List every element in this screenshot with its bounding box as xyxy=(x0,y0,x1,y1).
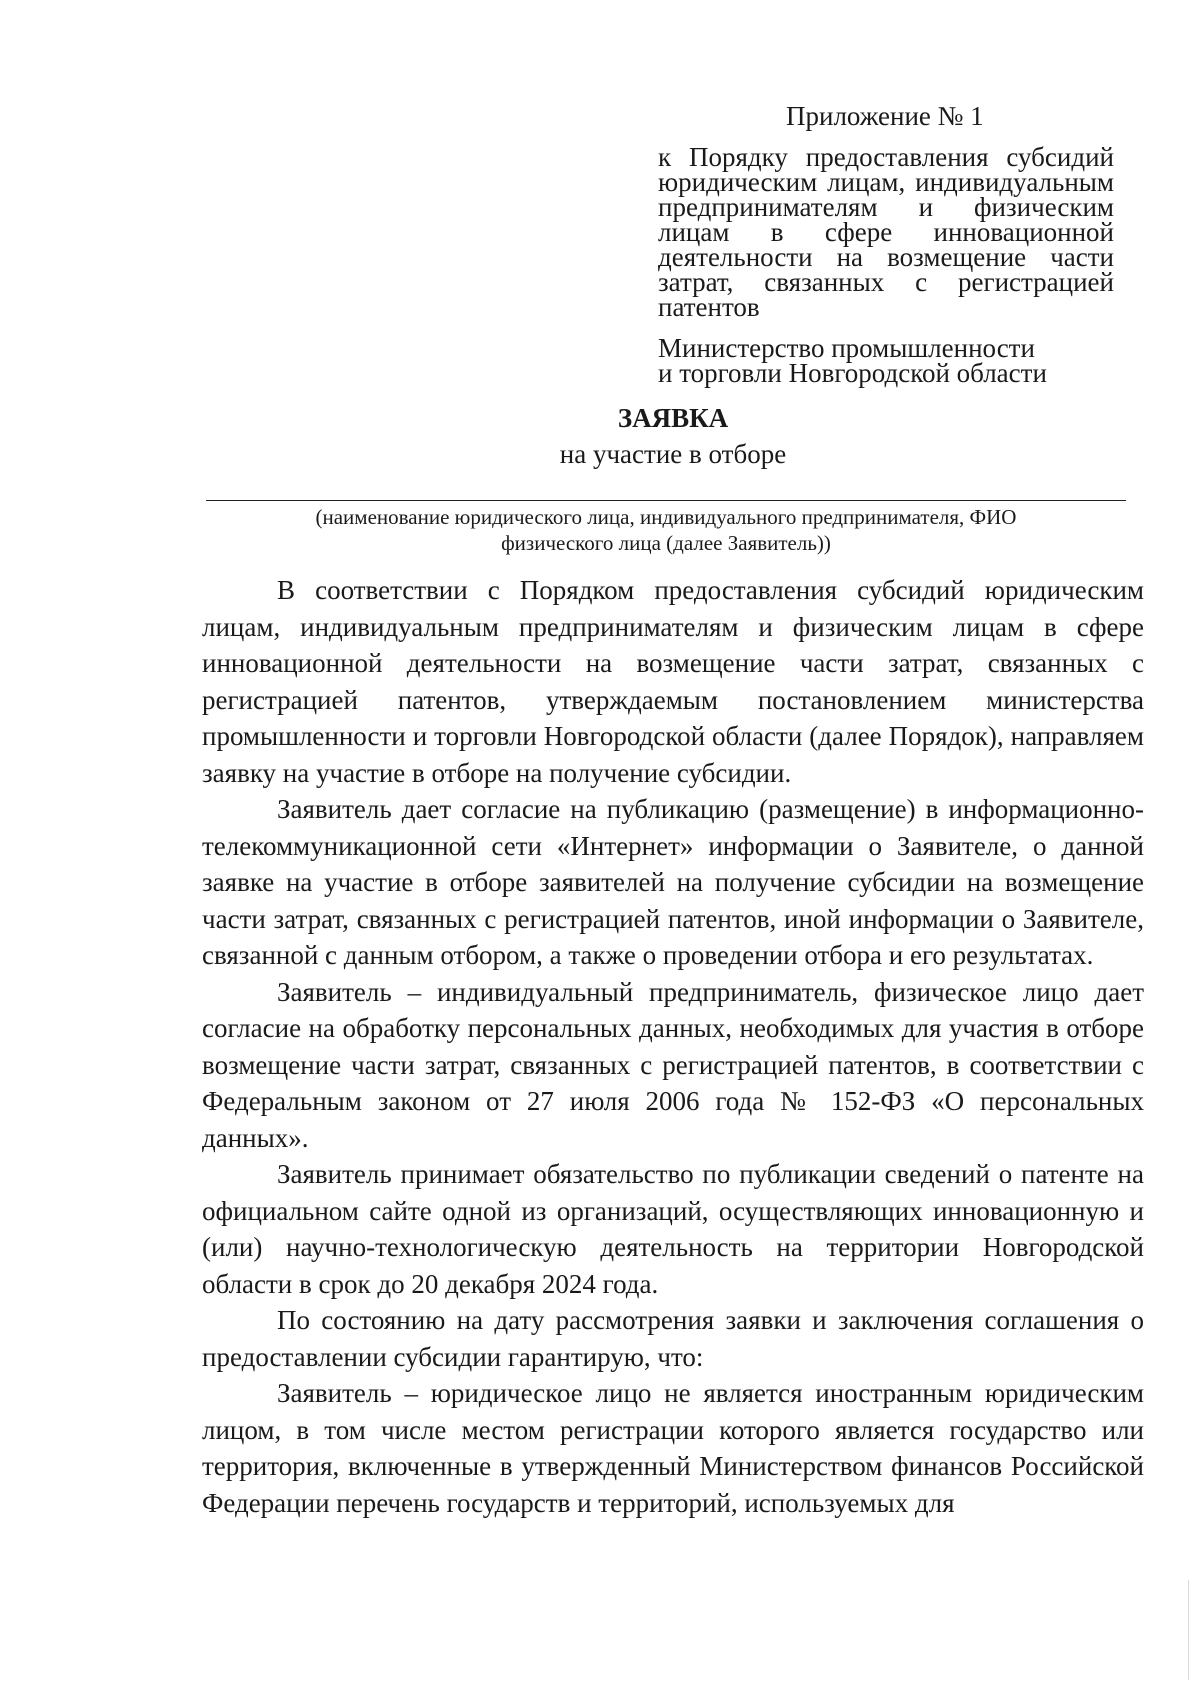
scan-edge-mark xyxy=(1188,1580,1189,1680)
document-subtitle: на участие в отборе xyxy=(559,439,787,469)
applicant-name-blank-line xyxy=(206,500,1126,501)
paragraph-personal-data-consent: Заявитель – индивидуальный предприниматель, физическое лицо дает согласие на обработку персональных данных, необходимых для участия в отборе возмещение части затрат, связанных с регистрацией патентов, в соответствии с Федеральным законом от 27 июля 2006 года № 152-ФЗ «О персональных данных». xyxy=(202,976,1144,1153)
appendix-title: Приложение № 1 xyxy=(786,101,984,131)
addressee-line-2: и торговли Новгородской области xyxy=(658,358,1047,388)
applicant-name-caption xyxy=(206,504,1126,556)
document-title: ЗАЯВКА xyxy=(617,403,729,433)
paragraph-foreign-entity-guarantee: Заявитель – юридическое лицо не является иностранным юридическим лицом, в том числе местом регистрации которого является государство или территория, включенные в утвержденный Министерством финансов Российской Федерации перечень государств и территорий, используемых для xyxy=(202,1378,1144,1518)
paragraph-guarantee-intro: По состоянию на дату рассмотрения заявки и заключения соглашения о предоставлении субсидии гарантирую, что: xyxy=(202,1305,1144,1372)
addressee-line-1: Министерство промышленности xyxy=(658,333,1035,363)
application-body xyxy=(202,572,1144,1521)
paragraph-procedure-reference: В соответствии с Порядком предоставления субсидий юридическим лицам, индивидуальным предпринимателям и физическим лицам в сфере инновационной деятельности на возмещение части затрат, связанных с регистрацией патентов, утверждаемым постановлением министерства промышленности и торговли Новгородской области (далее Порядок), направляем заявку на участие в отборе на получение субсидии. xyxy=(202,575,1144,788)
paragraph-patent-publication-obligation: Заявитель принимает обязательство по публикации сведений о патенте на официальном сайте одной из организаций, осуществляющих инновационную и (или) научно-технологическую деятельность на территории Новгородской области в срок до 20 декабря 2024 года. xyxy=(202,1159,1144,1299)
paragraph-publication-consent: Заявитель дает согласие на публикацию (размещение) в информационно-телекоммуникационной сети «Интернет» информации о Заявителе, о данной заявке на участие в отборе заявителей на получение субсидии на возмещение части затрат, связанных с регистрацией патентов, иной информации о Заявителе, связанной с данным отбором, а также о проведении отбора и его результатах. xyxy=(202,794,1144,970)
addressee-block xyxy=(658,333,1047,388)
appendix-reference: к Порядку предоставления субсидий юридическим лицам, индивидуальным предпринимателям и физическим лицам в сфере инновационной деятельности на возмещение части затрат, связанных с регистрацией патентов xyxy=(658,142,1114,322)
applicant-caption-line-1: (наименование юридического лица, индивидуального предпринимателя, ФИО xyxy=(315,505,1017,529)
applicant-caption-line-2: физического лица (далее Заявитель)) xyxy=(501,531,831,555)
